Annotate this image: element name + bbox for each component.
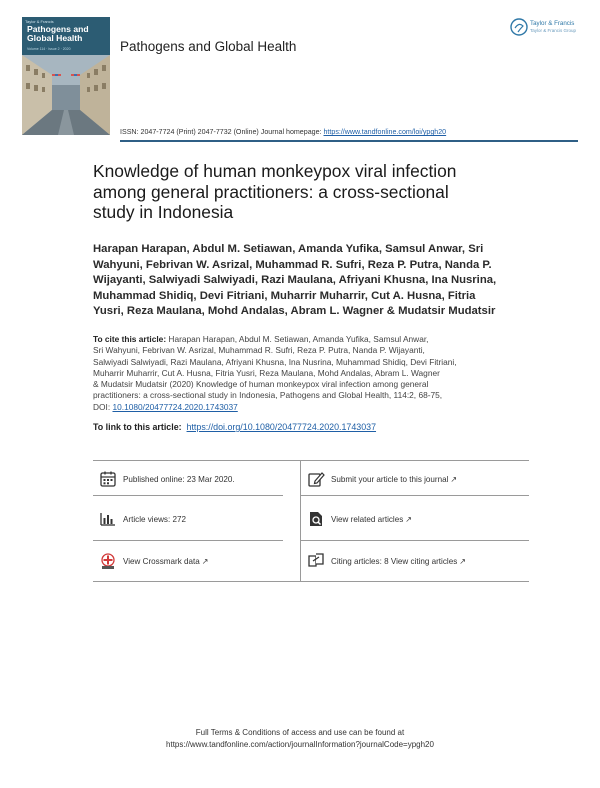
cover-street-photo xyxy=(22,55,110,135)
journal-cover-image[interactable] xyxy=(22,17,110,135)
grid-line xyxy=(300,460,301,581)
external-link-icon: ↗ xyxy=(405,514,412,524)
link-label: To link to this article: xyxy=(93,422,182,432)
citation-block: To cite this article: Harapan Harapan, Abdul M. Setiawan, Amanda Yufika, Samsul Anwar, Sri Wahyuni, Febrivan W. Asrizal, Muhammad R. Sufri, Reza P. Putra, Nanda P. Wijayanti, Salwiyadi Salwiyadi, Razi Maulana, Afriyani Khusna, Ina Nusrina, Muhammad Shidiq, Devi Fitriani, Muharrir Muharrir, Cut A. Husna, Fitria Yusri, Reza Maulana, Mohd Andalas, Abram L. Wagner & Mudatsir Mudatsir (2020) Knowledge of human monkeypox viral infection among general practitioners: a cross-sectional study in Indonesia, Pathogens and Global Health, 114:2, 68-75, DOI: 10.1080/20477724.2020.1743037 xyxy=(93,334,457,412)
crossmark-link[interactable] xyxy=(98,551,208,571)
submit-article-link[interactable] xyxy=(306,469,457,489)
journal-homepage-link[interactable]: https://www.tandfonline.com/loi/ypgh20 xyxy=(323,128,447,136)
grid-line xyxy=(301,495,529,496)
crossmark-text: View Crossmark data xyxy=(123,556,200,566)
journal-title[interactable]: Pathogens and Global Health xyxy=(120,39,297,54)
author-list: Harapan Harapan, Abdul M. Setiawan, Amanda Yufika, Samsul Anwar, Sri Wahyuni, Febrivan W. Asrizal, Muhammad R. Sufri, Reza P. Putra, Nanda P. Wijayanti, Salwiyadi Salwiyadi, Razi Maulana, Afriyani Khusna, Ina Nusrina, Muhammad Shidiq, Devi Fitriani, Muharrir Muharrir, Cut A. Husna, Fitria Yusri, Reza Maulana, Mohd Andalas, Abram L. Wagner & Mudatsir Mudatsir xyxy=(93,243,497,317)
submit-article-text: Submit your article to this journal xyxy=(331,474,449,484)
citation-label: To cite this article: xyxy=(93,334,167,344)
article-views-text: Article views: 272 xyxy=(123,514,186,524)
grid-line xyxy=(93,460,529,461)
link-to-article-line xyxy=(93,422,376,432)
issn-line xyxy=(120,128,446,136)
calendar-icon xyxy=(98,469,118,489)
article-views-item xyxy=(98,509,186,529)
citing-articles-link[interactable] xyxy=(306,551,466,571)
external-link-icon: ↗ xyxy=(459,556,466,566)
grid-line xyxy=(93,540,283,541)
external-link-icon: ↗ xyxy=(450,474,458,484)
external-link-icon: ↗ xyxy=(201,556,209,566)
grid-line xyxy=(93,495,283,496)
view-related-link[interactable] xyxy=(306,509,412,529)
published-online-text: Published online: 23 Mar 2020. xyxy=(123,474,235,484)
citation-doi-link[interactable]: 10.1080/20477724.2020.1743037 xyxy=(112,401,238,412)
issn-text: ISSN: 2047-7724 (Print) 2047-7732 (Online) Journal homepage: xyxy=(120,128,324,136)
article-doi-link[interactable]: https://doi.org/10.1080/20477724.2020.1743037 xyxy=(186,422,377,432)
cover-strip-text: Volume 114 · Issue 2 · 2020 xyxy=(27,47,71,51)
footer-terms-url[interactable]: https://www.tandfonline.com/action/journalInformation?journalCode=ypgh20 xyxy=(166,740,434,749)
edit-icon xyxy=(306,469,326,489)
published-online-item xyxy=(98,469,235,489)
cover-title: Pathogens and Global Health xyxy=(27,24,89,43)
crossmark-icon xyxy=(98,551,118,571)
view-related-text: View related articles xyxy=(331,514,404,524)
footer-terms-text: Full Terms & Conditions of access and use can be found at xyxy=(195,728,405,737)
publisher-logo-text: Taylor & Francis Taylor & Francis Group xyxy=(530,20,577,33)
document-search-icon xyxy=(306,509,326,529)
grid-line xyxy=(301,540,529,541)
article-title: Knowledge of human monkeypox viral infection among general practitioners: a cross-sectional study in Indonesia xyxy=(93,161,457,222)
bar-chart-icon xyxy=(98,509,118,529)
cover-brand: Taylor & Francis xyxy=(25,19,54,24)
header-divider xyxy=(120,140,578,142)
grid-line xyxy=(93,581,529,582)
citing-documents-icon xyxy=(306,551,326,571)
citing-articles-text: Citing articles: 8 View citing articles xyxy=(331,556,458,566)
